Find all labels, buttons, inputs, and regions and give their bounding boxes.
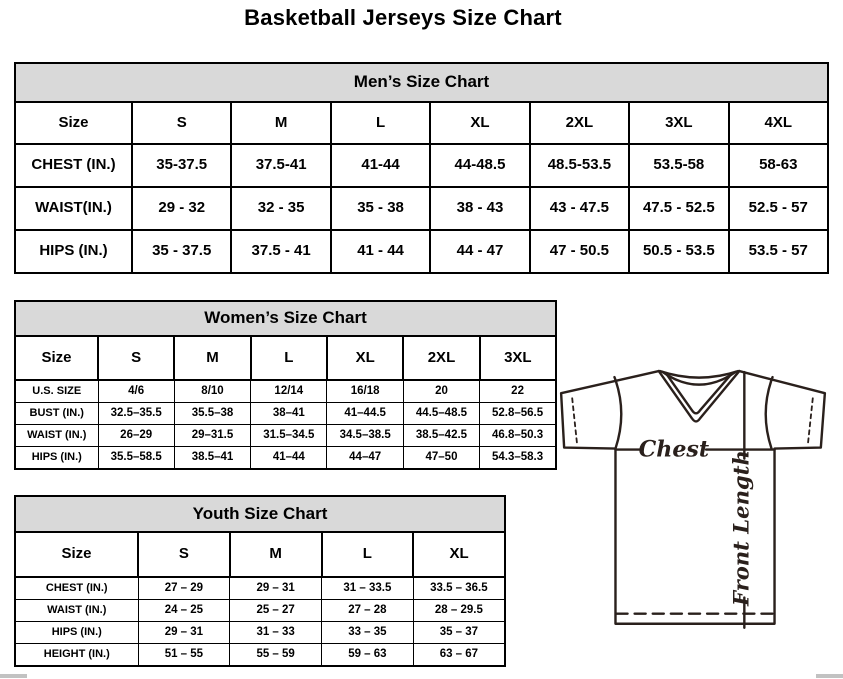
size-cell: 25 – 27 [230, 600, 322, 622]
size-cell: 35 – 37 [413, 622, 505, 644]
size-cell: 29–31.5 [174, 425, 250, 447]
size-cell: 41–44.5 [327, 403, 403, 425]
cuff-dashed-line [808, 398, 813, 445]
size-cell: 41-44 [331, 144, 430, 187]
size-cell: 58-63 [729, 144, 828, 187]
size-cell: 34.5–38.5 [327, 425, 403, 447]
size-col-header: 4XL [729, 102, 828, 144]
mens-size-table [14, 62, 829, 274]
armhole-seam [614, 377, 621, 448]
size-cell: 48.5-53.5 [530, 144, 629, 187]
measure-row-label: CHEST (IN.) [15, 577, 138, 600]
table-row [15, 187, 828, 230]
table-row [15, 144, 828, 187]
size-cell: 35 - 38 [331, 187, 430, 230]
size-col-header: M [230, 532, 322, 577]
size-cell: 29 – 31 [138, 622, 230, 644]
size-cell: 38.5–41 [174, 447, 250, 470]
size-cell: 38–41 [251, 403, 327, 425]
mens-table-title: Men’s Size Chart [15, 63, 828, 102]
size-col-header: M [174, 336, 250, 380]
measure-row-label: HEIGHT (IN.) [15, 644, 138, 667]
size-col-header: S [98, 336, 174, 380]
table-row [15, 644, 505, 667]
size-col-header: Size [15, 336, 98, 380]
size-cell: 12/14 [251, 380, 327, 403]
size-col-header: Size [15, 102, 132, 144]
size-col-header: S [138, 532, 230, 577]
size-col-header: XL [413, 532, 505, 577]
size-cell: 33 – 35 [322, 622, 414, 644]
horizontal-scrollbar-fragment-left[interactable] [0, 674, 27, 678]
womens-size-table [14, 300, 557, 470]
size-cell: 33.5 – 36.5 [413, 577, 505, 600]
size-col-header: 3XL [629, 102, 728, 144]
size-cell: 26–29 [98, 425, 174, 447]
size-cell: 59 – 63 [322, 644, 414, 667]
size-cell: 27 – 28 [322, 600, 414, 622]
size-col-header: Size [15, 532, 138, 577]
size-cell: 41–44 [251, 447, 327, 470]
size-cell: 47 - 50.5 [530, 230, 629, 273]
size-cell: 53.5 - 57 [729, 230, 828, 273]
cuff-dashed-line [572, 398, 577, 445]
horizontal-scrollbar-fragment-right[interactable] [816, 674, 843, 678]
size-cell: 29 – 31 [230, 577, 322, 600]
size-cell: 35-37.5 [132, 144, 231, 187]
size-cell: 38.5–42.5 [403, 425, 479, 447]
measure-row-label: BUST (IN.) [15, 403, 98, 425]
size-cell: 52.8–56.5 [480, 403, 556, 425]
size-cell: 28 – 29.5 [413, 600, 505, 622]
table-row [15, 230, 828, 273]
size-cell: 20 [403, 380, 479, 403]
size-cell: 37.5-41 [231, 144, 330, 187]
size-col-header: 3XL [480, 336, 556, 380]
chest-label: Chest [638, 436, 710, 463]
size-cell: 32 - 35 [231, 187, 330, 230]
size-col-header: M [231, 102, 330, 144]
size-col-header: 2XL [530, 102, 629, 144]
measure-row-label: U.S. SIZE [15, 380, 98, 403]
size-cell: 35.5–38 [174, 403, 250, 425]
size-cell: 50.5 - 53.5 [629, 230, 728, 273]
size-col-header: L [251, 336, 327, 380]
size-cell: 24 – 25 [138, 600, 230, 622]
size-cell: 43 - 47.5 [530, 187, 629, 230]
size-cell: 63 – 67 [413, 644, 505, 667]
size-cell: 22 [480, 380, 556, 403]
table-row [15, 403, 556, 425]
size-cell: 44.5–48.5 [403, 403, 479, 425]
size-cell: 44-48.5 [430, 144, 529, 187]
measure-row-label: CHEST (IN.) [15, 144, 132, 187]
page-title: Basketball Jerseys Size Chart [244, 5, 562, 30]
size-cell: 44–47 [327, 447, 403, 470]
measure-row-label: HIPS (IN.) [15, 230, 132, 273]
measure-row-label: WAIST (IN.) [15, 425, 98, 447]
size-cell: 44 - 47 [430, 230, 529, 273]
size-col-header: XL [327, 336, 403, 380]
size-col-header: XL [430, 102, 529, 144]
size-cell: 55 – 59 [230, 644, 322, 667]
size-cell: 31.5–34.5 [251, 425, 327, 447]
size-col-header: S [132, 102, 231, 144]
table-row [15, 622, 505, 644]
size-cell: 35.5–58.5 [98, 447, 174, 470]
measure-row-label: HIPS (IN.) [15, 447, 98, 470]
table-row [15, 380, 556, 403]
size-cell: 16/18 [327, 380, 403, 403]
armhole-seam [766, 377, 773, 448]
size-cell: 31 – 33.5 [322, 577, 414, 600]
size-cell: 53.5-58 [629, 144, 728, 187]
jersey-measurement-diagram [558, 360, 830, 662]
size-cell: 4/6 [98, 380, 174, 403]
size-cell: 46.8–50.3 [480, 425, 556, 447]
table-row [15, 577, 505, 600]
size-cell: 54.3–58.3 [480, 447, 556, 470]
size-cell: 32.5–35.5 [98, 403, 174, 425]
size-cell: 35 - 37.5 [132, 230, 231, 273]
size-cell: 47.5 - 52.5 [629, 187, 728, 230]
size-col-header: 2XL [403, 336, 479, 380]
youth-size-table [14, 495, 506, 667]
jersey-outline [561, 371, 825, 624]
youth-table-title: Youth Size Chart [15, 496, 505, 532]
size-cell: 41 - 44 [331, 230, 430, 273]
womens-table-title: Women’s Size Chart [15, 301, 556, 336]
size-cell: 8/10 [174, 380, 250, 403]
measure-row-label: HIPS (IN.) [15, 622, 138, 644]
table-row [15, 600, 505, 622]
size-cell: 29 - 32 [132, 187, 231, 230]
size-cell: 38 - 43 [430, 187, 529, 230]
size-col-header: L [331, 102, 430, 144]
size-col-header: L [322, 532, 414, 577]
front-length-label: Front Length [728, 450, 754, 607]
size-cell: 37.5 - 41 [231, 230, 330, 273]
size-cell: 47–50 [403, 447, 479, 470]
measure-row-label: WAIST(IN.) [15, 187, 132, 230]
size-cell: 27 – 29 [138, 577, 230, 600]
size-cell: 51 – 55 [138, 644, 230, 667]
table-row [15, 447, 556, 470]
measure-row-label: WAIST (IN.) [15, 600, 138, 622]
size-cell: 52.5 - 57 [729, 187, 828, 230]
table-row [15, 425, 556, 447]
size-cell: 31 – 33 [230, 622, 322, 644]
